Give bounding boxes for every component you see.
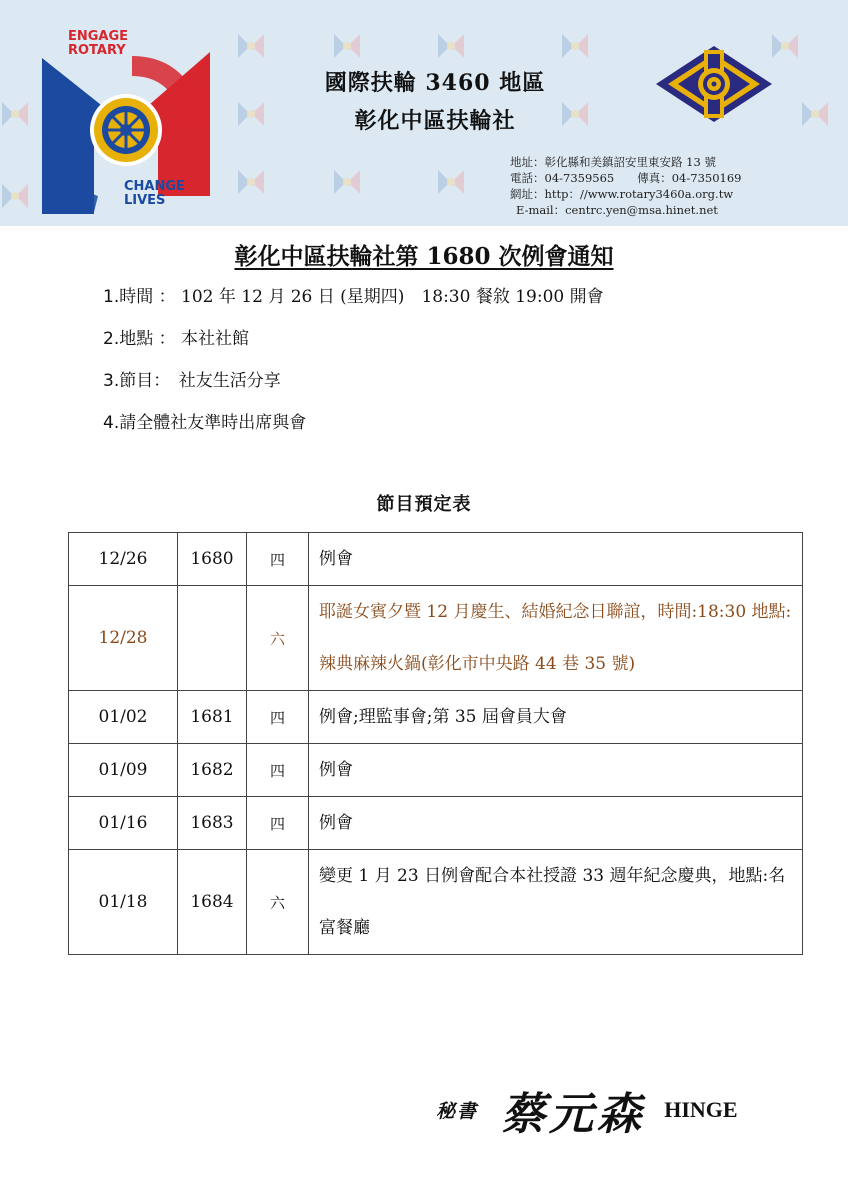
signature-name: 蔡元森: [501, 1089, 646, 1140]
schedule-description: 例會: [309, 797, 803, 850]
schedule-weekday: 四: [247, 691, 309, 744]
schedule-title: 節目預定表: [376, 494, 472, 515]
schedule-meeting-no: 1683: [178, 797, 247, 850]
table-row: [69, 586, 803, 691]
schedule-weekday: 六: [247, 586, 309, 691]
schedule-date: 01/18: [69, 850, 178, 955]
schedule-date: 01/09: [69, 744, 178, 797]
table-row: [69, 744, 803, 797]
logo-text-change: CHANGE LIVES: [124, 179, 185, 208]
table-row: [69, 533, 803, 586]
table-row: [69, 797, 803, 850]
watermark-icon: [560, 30, 590, 62]
schedule-weekday: 四: [247, 744, 309, 797]
header-banner: [0, 0, 848, 226]
watermark-icon: [436, 166, 466, 198]
schedule-meeting-no: [178, 586, 247, 691]
schedule-description: 變更 1 月 23 日例會配合本社授證 33 週年紀念慶典，地點:名富餐廳: [309, 850, 803, 955]
info-item-program: 3.節目： 社友生活分享: [103, 371, 281, 391]
contact-address: 地址：彰化縣和美鎮詔安里東安路 13 號: [510, 155, 716, 169]
table-row: [69, 850, 803, 955]
watermark-icon: [0, 98, 30, 130]
signature-english-name: HINGE: [664, 1097, 738, 1122]
schedule-meeting-no: 1680: [178, 533, 247, 586]
district-emblem-icon: [654, 44, 774, 124]
schedule-description: 耶誕女賓夕暨 12 月慶生、結婚紀念日聯誼，時間:18:30 地點:辣典麻辣火鍋(彰化市中央路 44 巷 35 號): [309, 586, 803, 691]
schedule-description: 例會: [309, 533, 803, 586]
schedule-date: 12/26: [69, 533, 178, 586]
watermark-icon: [236, 98, 266, 130]
schedule-weekday: 四: [247, 533, 309, 586]
schedule-meeting-no: 1682: [178, 744, 247, 797]
info-item-attendance: 4.請全體社友準時出席與會: [103, 413, 307, 433]
schedule-description: 例會: [309, 744, 803, 797]
watermark-icon: [332, 166, 362, 198]
logo-text-engage: ENGAGE ROTARY: [68, 29, 129, 58]
club-name-title: 彰化中區扶輪社: [354, 108, 516, 134]
contact-phone-fax: 電話：04-7359565 傳真：04-7350169: [510, 171, 742, 185]
schedule-weekday: 四: [247, 797, 309, 850]
contact-email: E-mail：centrc.yen@msa.hinet.net: [516, 203, 718, 217]
contact-info: [510, 154, 741, 218]
watermark-icon: [436, 30, 466, 62]
watermark-icon: [770, 30, 800, 62]
schedule-description: 例會;理監事會;第 35 屆會員大會: [309, 691, 803, 744]
watermark-icon: [236, 166, 266, 198]
schedule-meeting-no: 1684: [178, 850, 247, 955]
schedule-weekday: 六: [247, 850, 309, 955]
district-title: 國際扶輪 3460 地區: [324, 70, 546, 96]
contact-website: 網址：http：//www.rotary3460a.org.tw: [510, 187, 734, 201]
schedule-table: [68, 532, 803, 955]
watermark-icon: [332, 30, 362, 62]
schedule-meeting-no: 1681: [178, 691, 247, 744]
watermark-icon: [800, 98, 830, 130]
schedule-date: 01/16: [69, 797, 178, 850]
signature-label: 秘書: [436, 1100, 479, 1123]
signature-block: [436, 1078, 738, 1142]
schedule-date: 12/28: [69, 586, 178, 691]
schedule-date: 01/02: [69, 691, 178, 744]
info-item-time: 1.時間 ： 102 年 12 月 26 日 (星期四) 18:30 餐敘 19:00 開會: [103, 287, 604, 307]
info-item-location: 2.地點 ： 本社社館: [103, 329, 250, 349]
watermark-icon: [0, 180, 30, 212]
notice-title: 彰化中區扶輪社第 1680 次例會通知: [234, 243, 614, 270]
table-row: [69, 691, 803, 744]
watermark-icon: [236, 30, 266, 62]
